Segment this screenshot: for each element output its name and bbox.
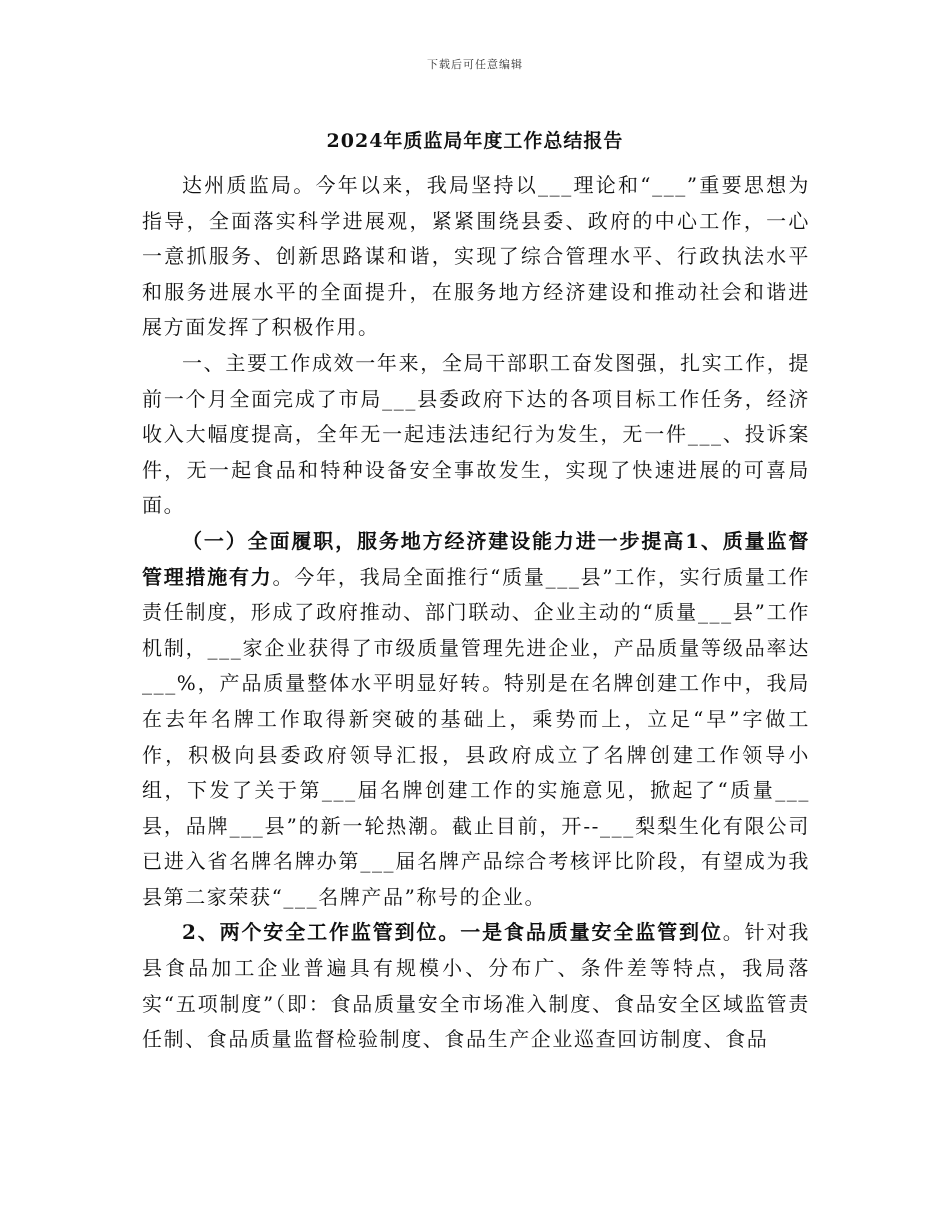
section-heading: 2、两个安全工作监管到位。一是食品质量安全监管到位 bbox=[182, 920, 723, 945]
header-note: 下载后可任意编辑 bbox=[427, 58, 523, 71]
document-body bbox=[142, 168, 810, 1058]
paragraph-text: 。针对我县食品加工企业普遍具有规模小、分布广、条件差等特点，我局落实“五项制度”（即：食品质量安全市场准入制度、食品安全区域监管责任制、食品质量监督检验制度、食品生产企业巡查回访制度、食品 bbox=[142, 920, 810, 1052]
paragraph-main-results bbox=[142, 346, 810, 524]
paragraph-text: 。今年，我局全面推行“质量___县”工作，实行质量工作责任制度，形成了政府推动、部门联动、企业主动的“质量___县”工作机制，___家企业获得了市级质量管理先进企业，产品质量等级品率达___%，产品质量整体水平明显好转。特别是在名牌创建工作中，我局在去年名牌工作取得新突破的基础上，乘势而上，立足“早”字做工作，积极向县委政府领导汇报，县政府成立了名牌创建工作领导小组，下发了关于第___届名牌创建工作的实施意见，掀起了“质量___县，品牌___县”的新一轮热潮。截止目前，开--___梨梨生化有限公司已进入省名牌名牌办第___届名牌产品综合考核评比阶段，有望成为我县第二家荣获“___名牌产品”称号的企业。 bbox=[142, 564, 810, 909]
paragraph-safety-supervision bbox=[142, 915, 810, 1057]
paragraph-text: 一、主要工作成效一年来，全局干部职工奋发图强，扎实工作，提前一个月全面完成了市局___县委政府下达的各项目标工作任务，经济收入大幅度提高，全年无一起违法违纪行为发生，无一件___、投诉案件，无一起食品和特种设备安全事故发生，实现了快速进展的可喜局面。 bbox=[142, 350, 810, 518]
document-title: 2024年质监局年度工作总结报告 bbox=[326, 130, 624, 152]
paragraph-text: 达州质监局。今年以来，我局坚持以___理论和“___”重要思想为指导，全面落实科学进展观，紧紧围绕县委、政府的中心工作，一心一意抓服务、创新思路谋和谐，实现了综合管理水平、行政执法水平和服务进展水平的全面提升，在服务地方经济建设和推动社会和谐进展方面发挥了积极作用。 bbox=[142, 173, 810, 340]
section-heading: （一）全面履职，服务地方经济建设能力进一步提高1、质量监督管理措施有力 bbox=[142, 528, 810, 589]
paragraph-intro bbox=[142, 168, 810, 346]
paragraph-quality-supervision bbox=[142, 524, 810, 916]
